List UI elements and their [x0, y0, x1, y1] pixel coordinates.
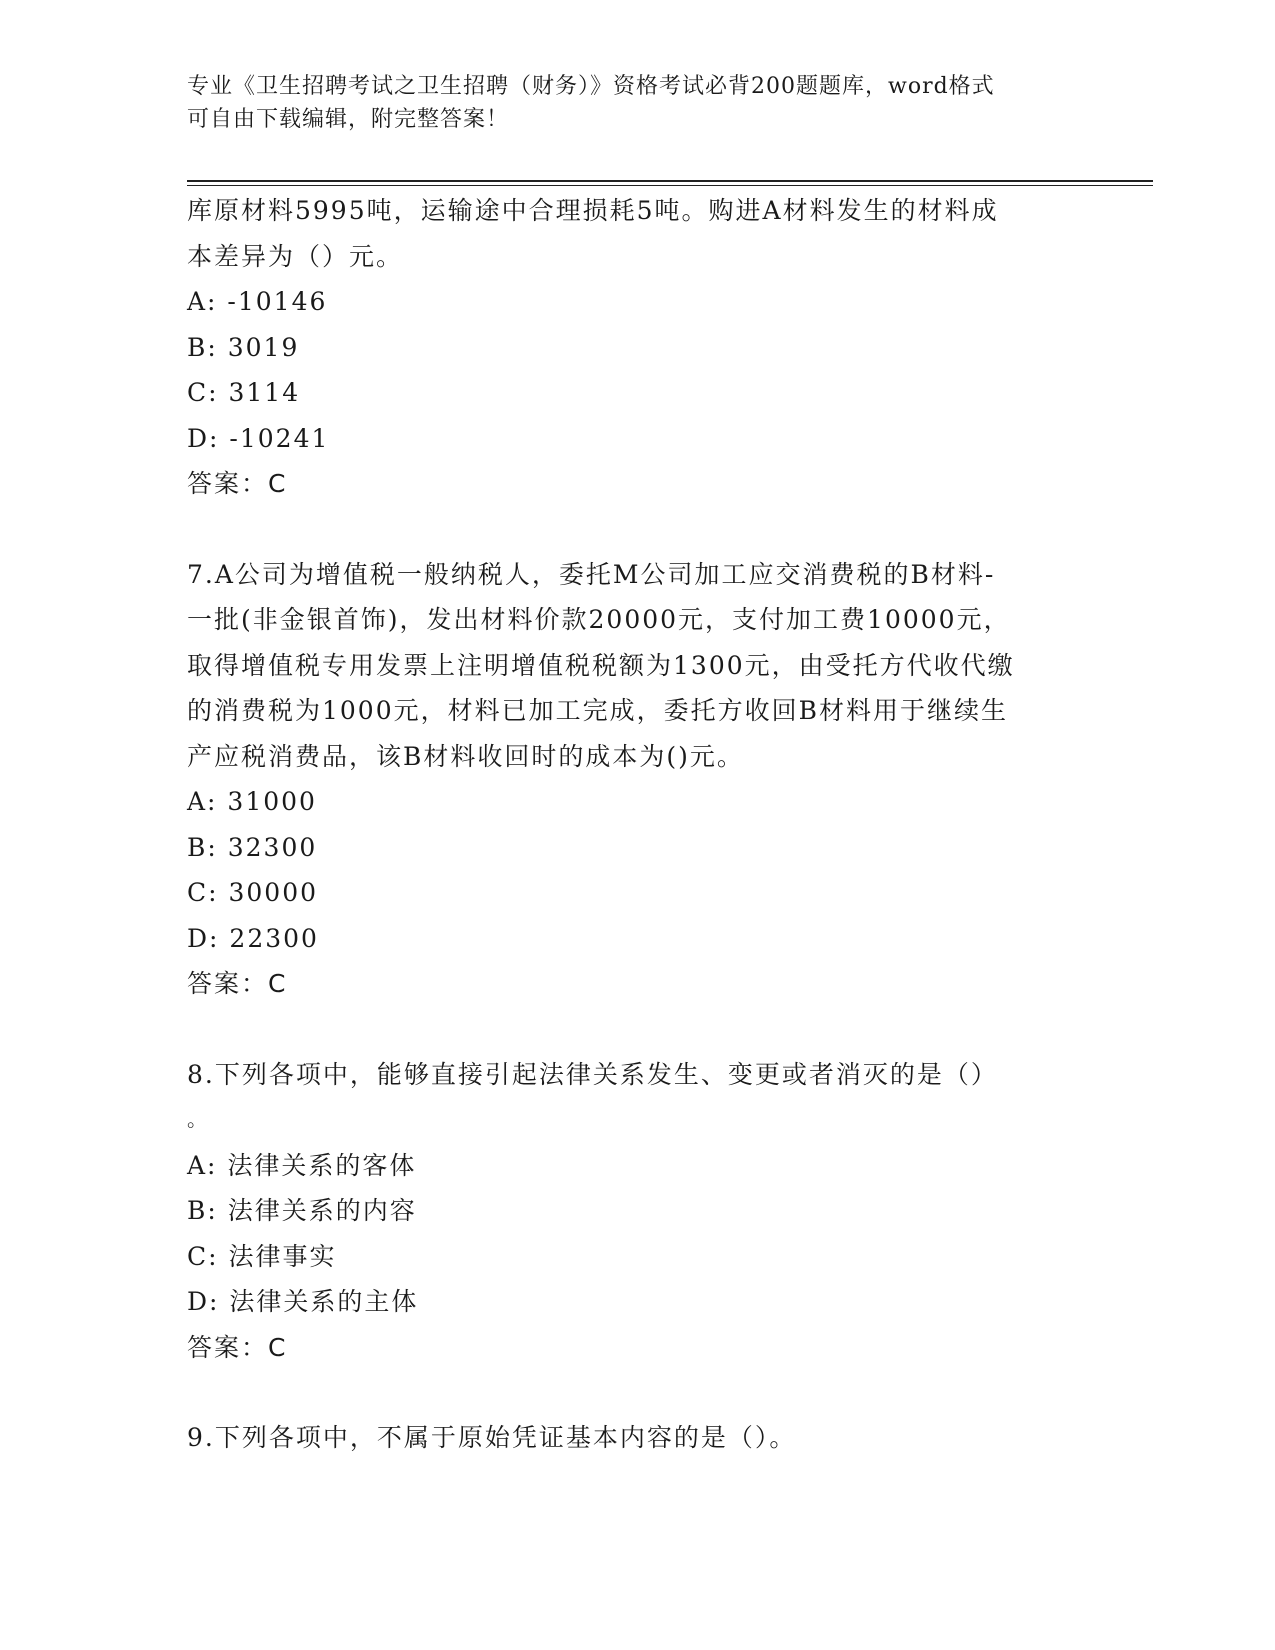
question-stem-line: 产应税消费品，该B材料收回时的成本为()元。	[187, 741, 744, 771]
question-stem-line: 9.下列各项中，不属于原始凭证基本内容的是（）。	[187, 1423, 797, 1452]
answer-line: 答案：C	[187, 1332, 288, 1362]
question-stem-line: 的消费税为1000元，材料已加工完成，委托方收回B材料用于继续生	[187, 696, 1008, 725]
header-divider-thin	[187, 185, 1153, 186]
question-stem-line: 7.A公司为增值税一般纳税人，委托M公司加工应交消费税的B材料-	[187, 559, 996, 589]
option-b: B: 3019	[187, 332, 300, 362]
option-c: C: 法律事实	[187, 1241, 337, 1271]
question-stem-line: 库原材料5995吨，运输途中合理损耗5吨。购进A材料发生的材料成	[187, 196, 999, 225]
question-stem-line: 一批(非金银首饰)，发出材料价款20000元，支付加工费10000元，	[187, 605, 1011, 634]
option-d: D: 22300	[187, 923, 319, 953]
header-divider-thick	[187, 180, 1153, 182]
option-a: A: 法律关系的客体	[187, 1150, 417, 1180]
option-b: B: 法律关系的内容	[187, 1196, 417, 1225]
question-9	[187, 1415, 1087, 1461]
question-8	[187, 1052, 1087, 1371]
option-d: D: -10241	[187, 423, 330, 453]
question-content	[187, 188, 1087, 1461]
option-b: B: 32300	[187, 832, 318, 862]
question-7	[187, 552, 1087, 1007]
question-6	[187, 188, 1087, 507]
option-a: A: 31000	[187, 787, 317, 816]
question-stem-line: 。	[187, 1107, 209, 1131]
option-d: D: 法律关系的主体	[187, 1287, 419, 1316]
header-line-1: 专业《卫生招聘考试之卫生招聘（财务）》资格考试必背200题题库，word格式	[187, 74, 995, 99]
answer-line: 答案：C	[187, 469, 288, 498]
answer-line: 答案：C	[187, 969, 288, 998]
question-stem-line: 本差异为（）元。	[187, 241, 404, 271]
question-stem-line: 取得增值税专用发票上注明增值税税额为1300元，由受托方代收代缴	[187, 650, 1015, 680]
option-a: A: -10146	[187, 287, 328, 316]
option-c: C: 30000	[187, 878, 319, 907]
document-header	[187, 70, 1067, 136]
header-line-2: 可自由下载编辑，附完整答案！	[187, 107, 510, 132]
option-c: C: 3114	[187, 378, 301, 407]
question-stem-line: 8.下列各项中，能够直接引起法律关系发生、变更或者消灭的是（）	[187, 1059, 998, 1089]
